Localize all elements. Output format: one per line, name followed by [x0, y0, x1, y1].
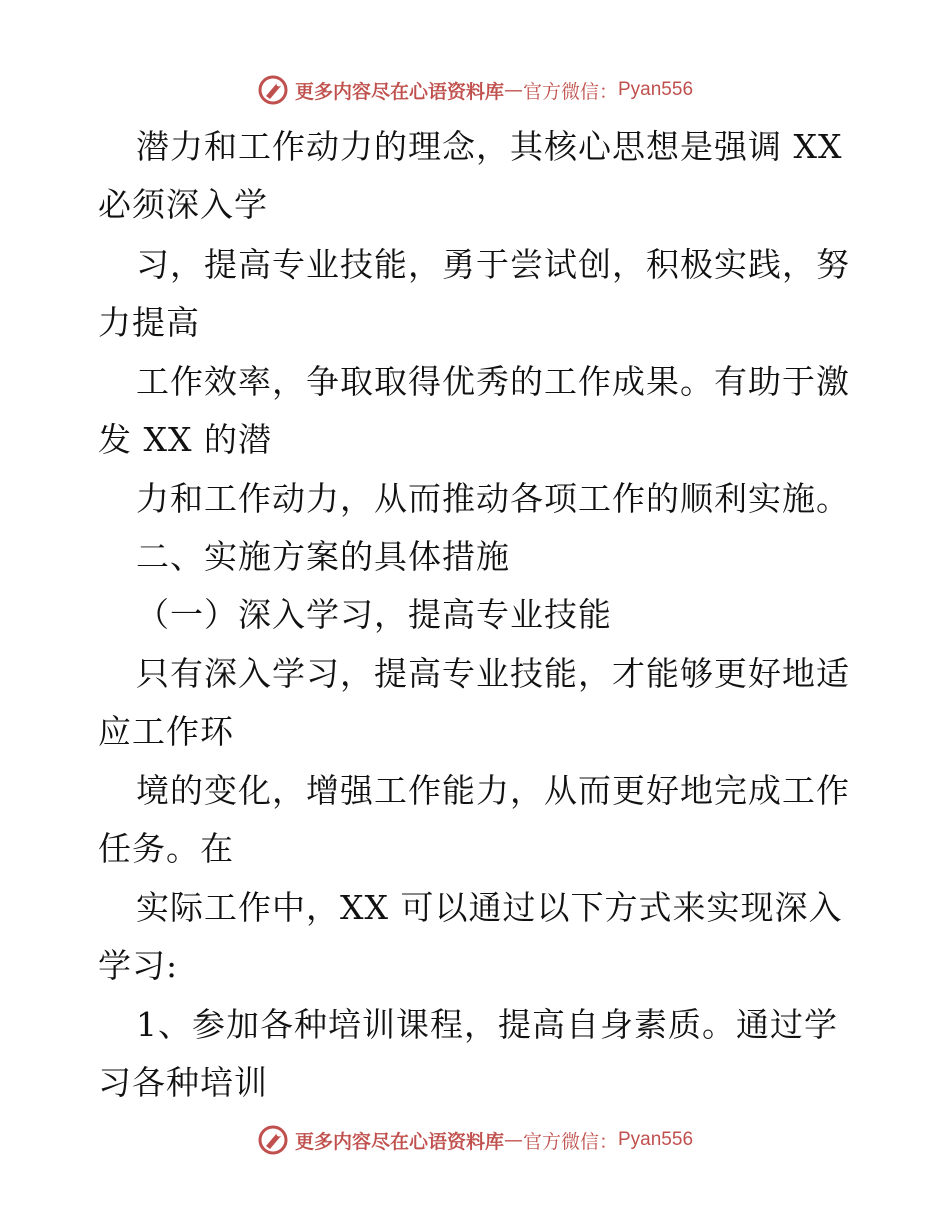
text-line: 力提高 [98, 303, 200, 342]
text-line: 习各种培训 [98, 1063, 268, 1102]
text-line: 习，提高专业技能，勇于尝试创，积极实践，努 [136, 245, 850, 284]
text-line: 实际工作中，XX 可以通过以下方式来实现深入 [136, 888, 843, 927]
text-line: 只有深入学习，提高专业技能，才能够更好地适 [136, 654, 850, 693]
header-banner [0, 70, 950, 110]
banner-wechat-id: Pyan556 [618, 1129, 694, 1150]
banner-wechat-label: 官方微信： [522, 80, 618, 103]
banner-separator: — [503, 79, 523, 101]
footer-banner [0, 1120, 950, 1160]
logo-icon [257, 74, 289, 106]
section-heading: 二、实施方案的具体措施 [136, 537, 510, 576]
list-item: 1、参加各种培训课程，提高自身素质。通过学 [136, 1005, 838, 1044]
text-line: 发 XX 的潜 [98, 420, 272, 459]
banner-wechat-id: Pyan556 [618, 79, 694, 100]
subsection-heading: （一）深入学习，提高专业技能 [136, 595, 612, 634]
text-line: 应工作环 [98, 712, 234, 751]
logo-icon [257, 1124, 289, 1156]
text-line: 任务。在 [98, 829, 234, 868]
banner-separator: — [503, 1129, 523, 1151]
banner-wechat-label: 官方微信： [522, 1130, 618, 1153]
text-line: 境的变化，增强工作能力，从而更好地完成工作 [136, 771, 850, 810]
banner-text: 更多内容尽在心语资料库 [294, 1130, 504, 1153]
text-line: 学习: [98, 946, 179, 985]
banner-text: 更多内容尽在心语资料库 [294, 80, 504, 103]
text-line: 工作效率，争取取得优秀的工作成果。有助于激 [136, 362, 850, 401]
text-line: 潜力和工作动力的理念，其核心思想是强调 XX [136, 127, 843, 166]
text-line: 必须深入学 [98, 185, 268, 224]
text-line: 力和工作动力，从而推动各项工作的顺利实施。 [136, 479, 850, 518]
